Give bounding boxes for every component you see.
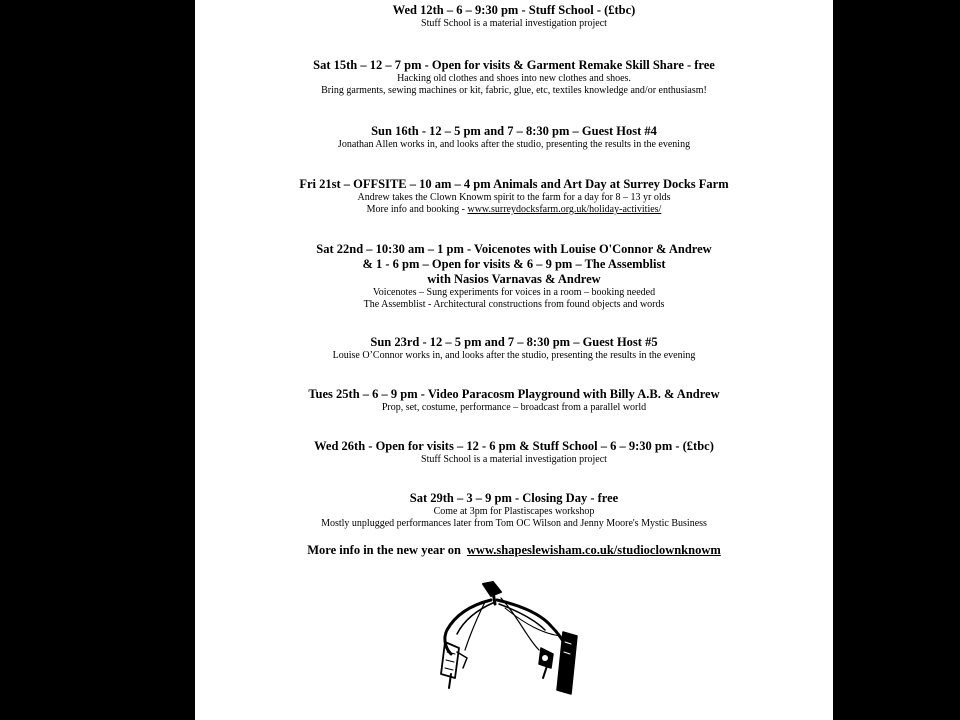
event-item	[195, 242, 833, 311]
footer-text: More info in the new year on	[307, 543, 461, 557]
document-page	[195, 0, 833, 720]
event-detail: The Assemblist - Architectural constructions from found objects and words	[363, 299, 665, 310]
event-heading: Wed 26th - Open for visits – 12 - 6 pm & Stuff School – 6 – 9:30 pm - (£tbc)	[314, 439, 714, 453]
event-heading: Sat 29th – 3 – 9 pm - Closing Day - free	[409, 491, 619, 505]
event-detail: Stuff School is a material investigation project	[421, 454, 607, 465]
event-detail: Jonathan Allen works in, and looks after the studio, presenting the results in the evening	[337, 139, 691, 150]
event-heading: with Nasios Varnavas & Andrew	[427, 272, 601, 286]
event-item	[195, 387, 833, 414]
event-detail: Stuff School is a material investigation project	[421, 18, 607, 29]
footer-more-info	[195, 543, 833, 558]
event-heading: Fri 21st – OFFSITE – 10 am – 4 pm Animals and Art Day at Surrey Docks Farm	[299, 177, 729, 191]
event-item	[195, 335, 833, 362]
event-detail: Andrew takes the Clown Knowm spirit to the farm for a day for 8 – 13 yr olds	[357, 192, 671, 203]
event-item	[195, 439, 833, 466]
event-detail: Prop, set, costume, performance – broadcast from a parallel world	[381, 402, 647, 413]
event-item	[195, 177, 833, 216]
event-item	[195, 491, 833, 530]
studio-clown-knowm-link[interactable]: www.shapeslewisham.co.uk/studioclownknowm	[466, 543, 721, 557]
event-item	[195, 58, 833, 97]
event-heading: Sat 22nd – 10:30 am – 1 pm - Voicenotes with Louise O'Connor & Andrew	[316, 242, 712, 256]
surrey-docks-farm-link[interactable]: www.surreydocksfarm.org.uk/holiday-activities/	[467, 204, 662, 215]
event-heading: Tues 25th – 6 – 9 pm - Video Paracosm Playground with Billy A.B. & Andrew	[308, 387, 720, 401]
event-detail-with-link	[195, 204, 833, 216]
event-heading: Wed 12th – 6 – 9:30 pm - Stuff School - (£tbc)	[392, 3, 636, 17]
event-heading: Sun 23rd - 12 – 5 pm and 7 – 8:30 pm – Guest Host #5	[370, 335, 658, 349]
event-detail: Voicenotes – Sung experiments for voices in a room – booking needed	[372, 287, 656, 298]
bicycle-handlebar-sketch-icon	[435, 578, 585, 703]
event-heading: Sat 15th – 12 – 7 pm - Open for visits & Garment Remake Skill Share - free	[313, 58, 715, 72]
event-detail: Hacking old clothes and shoes into new clothes and shoes.	[397, 73, 631, 84]
event-detail: Bring garments, sewing machines or kit, fabric, glue, etc, textiles knowledge and/or enthusiasm!	[321, 85, 707, 96]
event-detail: Mostly unplugged performances later from Tom OC Wilson and Jenny Moore's Mystic Business	[321, 518, 707, 529]
event-heading: Sun 16th - 12 – 5 pm and 7 – 8:30 pm – Guest Host #4	[371, 124, 657, 138]
link-prefix: More info and booking -	[366, 204, 468, 215]
event-heading: & 1 - 6 pm – Open for visits & 6 – 9 pm – The Assemblist	[362, 257, 666, 271]
event-detail: Come at 3pm for Plastiscapes workshop	[433, 506, 595, 517]
event-detail: Louise O’Connor works in, and looks after the studio, presenting the results in the evening	[332, 350, 696, 361]
event-item	[195, 3, 833, 30]
event-list	[195, 3, 833, 558]
event-item	[195, 124, 833, 151]
